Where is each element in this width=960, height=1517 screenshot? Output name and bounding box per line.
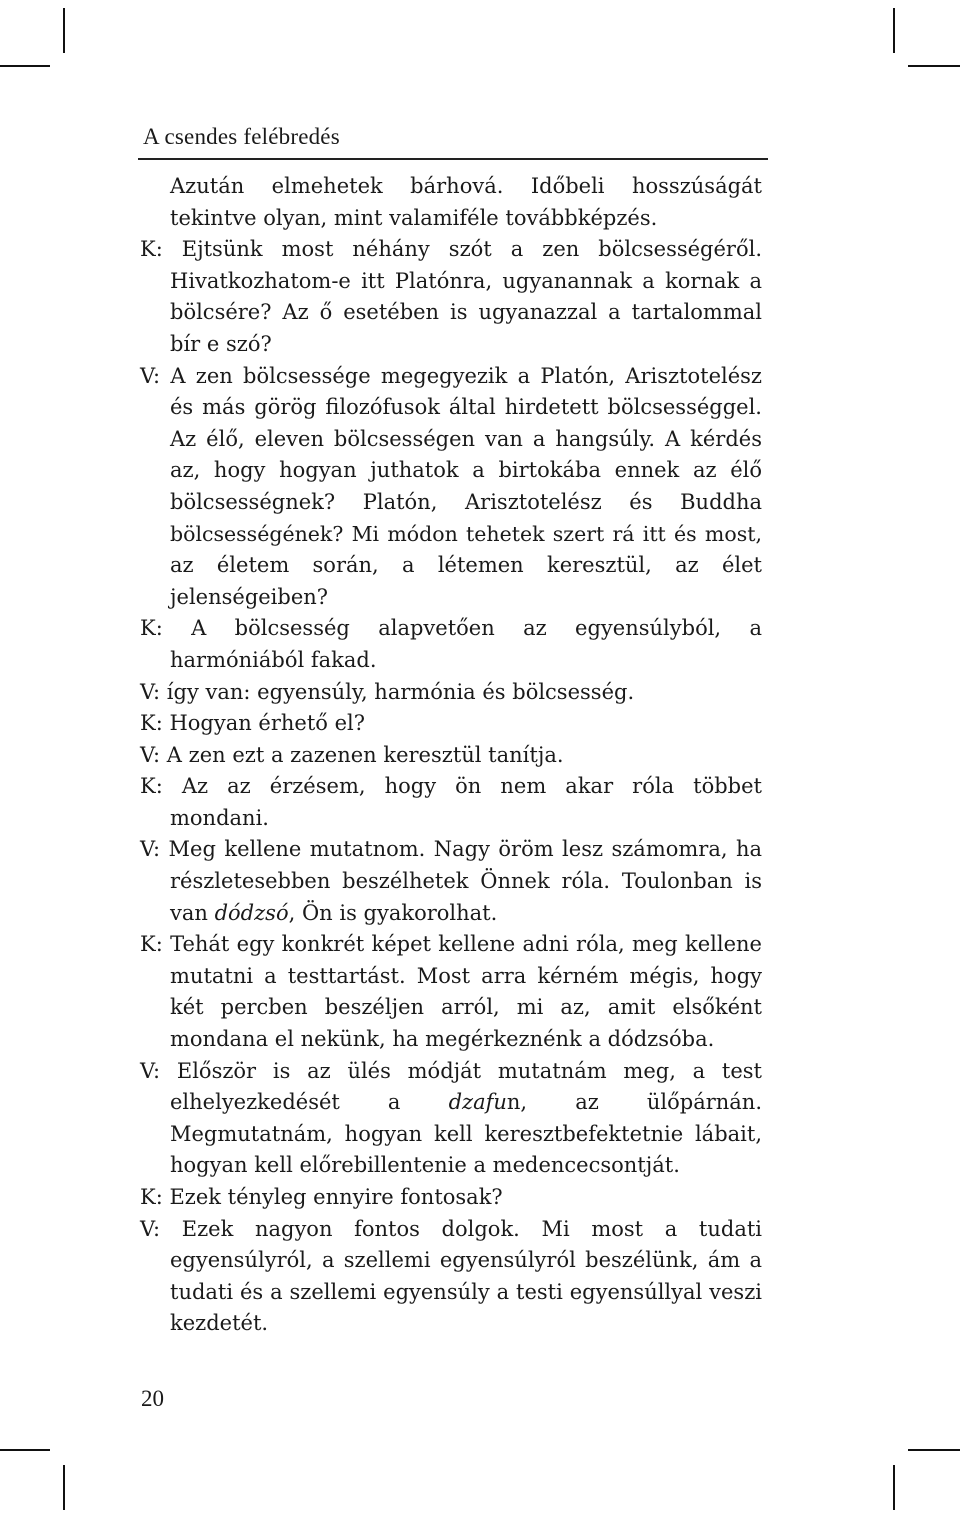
text-line: az életem során, a létemen keresztül, az élet <box>170 553 762 578</box>
crop-mark <box>0 1449 50 1451</box>
text-line: Az élő, eleven bölcsességen van a hangsúly. A kérdés <box>170 426 762 451</box>
text-line: V: Először is az ülés módját mutatnám meg, a test <box>140 1058 762 1083</box>
text-line: mondani. <box>170 805 269 830</box>
text-line: jelenségeiben? <box>170 584 329 609</box>
text-line: van dódzsó, Ön is gyakorolhat. <box>170 900 498 925</box>
text-line: K: Az az érzésem, hogy ön nem akar róla többet <box>140 774 762 799</box>
running-header <box>138 120 768 160</box>
body-text <box>140 171 762 1340</box>
text-line: egyensúlyról, a szellemi egyensúlyról beszélünk, ám a <box>170 1248 762 1273</box>
text-line: V: Meg kellene mutatnom. Nagy öröm lesz számomra, ha <box>140 837 762 862</box>
crop-mark <box>63 1465 65 1510</box>
text-line: tekintve olyan, mint valamiféle továbbképzés. <box>170 205 658 230</box>
text-line: Megmutatnám, hogyan kell keresztbefektetnie lábait, <box>170 1121 762 1146</box>
text-line: mutatni a testtartást. Most arra kérném mégis, hogy <box>170 963 762 988</box>
text-line: K: Hogyan érhető el? <box>140 711 366 736</box>
text-line: V: így van: egyensúly, harmónia és bölcsesség. <box>140 679 635 704</box>
crop-mark <box>0 65 50 67</box>
text-line: K: Ejtsünk most néhány szót a zen bölcsességéről. <box>140 237 762 262</box>
text-line: harmóniából fakad. <box>170 647 377 672</box>
text-line: K: Ezek tényleg ennyire fontosak? <box>140 1185 503 1209</box>
text-line: bölcsességének? Mi módon tehetek szert rá itt és most, <box>170 521 762 546</box>
crop-mark <box>908 1449 960 1451</box>
crop-mark <box>63 8 65 53</box>
text-line: részletesebben beszélhetek Önnek róla. Toulonban is <box>170 869 762 894</box>
crop-mark <box>893 8 895 53</box>
running-header-title: A csendes felébredés <box>143 124 340 149</box>
page-number: 20 <box>141 1386 164 1411</box>
text-line: két percben beszéljen arról, mi az, amit elsőként <box>170 995 762 1020</box>
italic-term: dódzsó <box>214 900 289 925</box>
text-line: V: A zen bölcsessége megegyezik a Platón, Arisztotelész <box>140 363 762 388</box>
text-line: kezdetét. <box>170 1311 269 1336</box>
text-line: elhelyezkedését a dzafun, az ülőpárnán. <box>170 1090 762 1115</box>
text-line: mondana el nekünk, ha megérkeznénk a dódzsóba. <box>170 1027 715 1052</box>
italic-term: dzafu <box>448 1090 507 1115</box>
text-line: Hivatkozhatom-e itt Platónra, ugyanannak a kornak a <box>170 268 762 293</box>
text-line: V: A zen ezt a zazenen keresztül tanítja. <box>140 742 564 767</box>
text-line: az, hogy hogyan juthatok a birtokába ennek az élő <box>170 458 762 483</box>
text-line: bölcsességnek? Platón, Arisztotelész és Buddha <box>170 489 762 514</box>
text-line: V: Ezek nagyon fontos dolgok. Mi most a tudati <box>140 1216 762 1241</box>
text-line: bír e szó? <box>170 331 272 356</box>
text-line: tudati és a szellemi egyensúly a testi egyensúllyal veszi <box>170 1279 762 1304</box>
text-line: és más görög filozófusok által hirdetett bölcsességgel. <box>170 395 762 420</box>
crop-mark <box>893 1465 895 1510</box>
text-line: bölcsére? Az ő esetében is ugyanazzal a tartalommal <box>170 300 762 325</box>
text-line: Azután elmehetek bárhová. Időbeli hosszúságát <box>170 174 762 198</box>
text-line: K: Tehát egy konkrét képet kellene adni róla, meg kellene <box>140 932 762 957</box>
text-line: K: A bölcsesség alapvetően az egyensúlyból, a <box>140 616 762 641</box>
crop-mark <box>908 65 960 67</box>
text-line: hogyan kell előrebillentenie a medencecsontját. <box>170 1153 680 1178</box>
